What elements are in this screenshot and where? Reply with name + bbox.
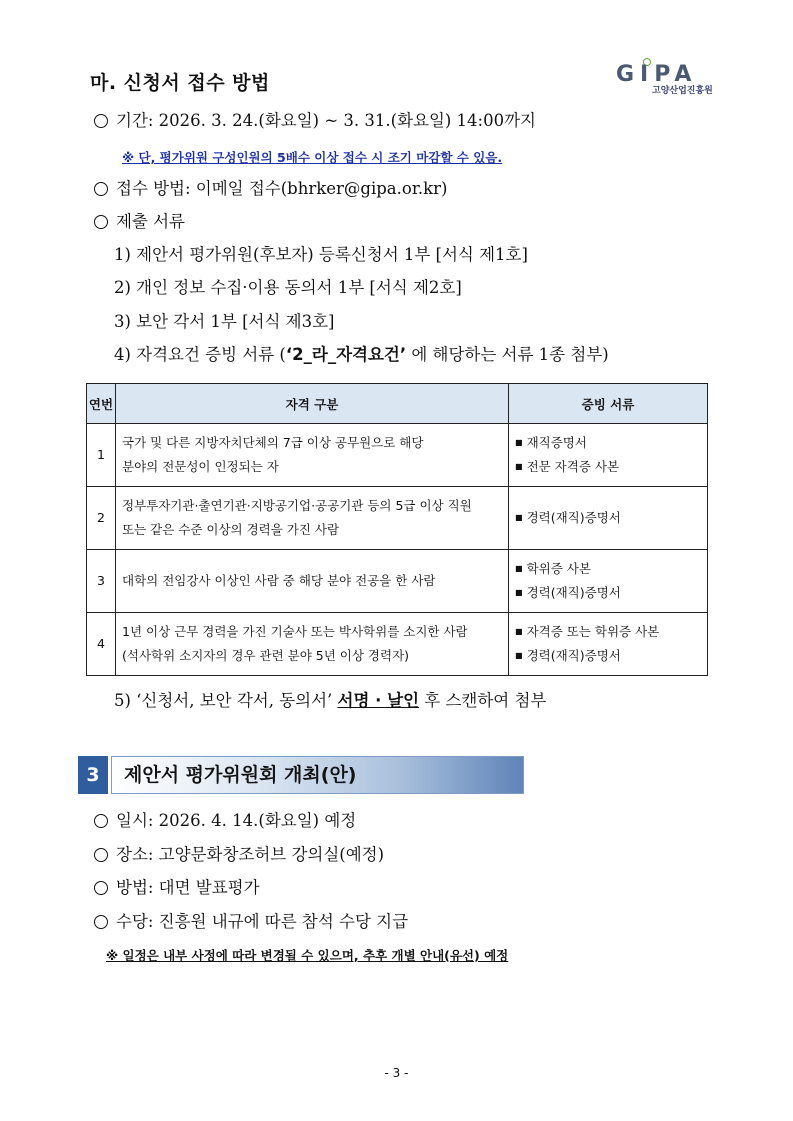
doc-item-1: 1) 제안서 평가위원(후보자) 등록신청서 1부 [서식 제1호] [114, 245, 528, 264]
proof-item: ■ 학위증 사본 [515, 557, 701, 581]
circle-bullet-icon [94, 114, 108, 128]
qualification-line: 국가 및 다른 지방자치단체의 7급 이상 공무원으로 해당 [122, 435, 424, 450]
circle-bullet-icon [94, 182, 108, 196]
proof-item: ■ 경력(재직)증명서 [515, 506, 701, 530]
qualification-line: 대학의 전임강사 이상인 사람 중 해당 분야 전공을 한 사람 [122, 573, 436, 588]
doc-item-4 [114, 344, 609, 366]
proof-item: ■ 경력(재직)증명서 [515, 581, 701, 605]
meeting-method-text: 방법: 대면 발표평가 [116, 878, 260, 897]
row-number: 3 [87, 550, 116, 613]
proof-item: ■ 재직증명서 [515, 431, 701, 455]
row-proof [509, 487, 708, 550]
period-line [94, 110, 536, 132]
gipa-logo [612, 56, 732, 100]
table-header-row [87, 384, 708, 424]
qualification-line: 분야의 전문성이 인정되는 자 [122, 459, 279, 474]
table-row [87, 613, 708, 676]
proof-item: ■ 경력(재직)증명서 [515, 644, 701, 668]
circle-bullet-icon [94, 915, 108, 929]
row-number: 1 [87, 424, 116, 487]
row-qualification [116, 550, 509, 613]
header-qual: 자격 구분 [116, 384, 509, 424]
section3-title: 제안서 평가위원회 개최(안) [124, 764, 357, 786]
header-num: 연번 [87, 384, 116, 424]
row-number: 2 [87, 487, 116, 550]
docs-title-text: 제출 서류 [116, 212, 186, 231]
logo-subtitle: 고양산업진흥원 [652, 86, 713, 96]
proof-item: ■ 전문 자격증 사본 [515, 455, 701, 479]
doc-item-2: 2) 개인 정보 수집·이용 동의서 1부 [서식 제2호] [114, 278, 462, 297]
row-qualification [116, 613, 509, 676]
page-number: - 3 - [384, 1066, 409, 1080]
section-title: 마. 신청서 접수 방법 [90, 72, 270, 94]
meeting-fee-text: 수당: 진흥원 내규에 따른 참석 수당 지급 [116, 912, 409, 931]
row-proof [509, 613, 708, 676]
method-text: 접수 방법: 이메일 접수(bhrker@gipa.or.kr) [116, 179, 448, 198]
row-number: 4 [87, 613, 116, 676]
logo-word: GIPA [616, 62, 698, 87]
table-row [87, 487, 708, 550]
doc-item-3: 3) 보안 각서 1부 [서식 제3호] [114, 312, 335, 331]
proof-item: ■ 자격증 또는 학위증 사본 [515, 620, 701, 644]
meeting-place-text: 장소: 고양문화창조허브 강의실(예정) [116, 845, 385, 864]
qualification-line: (석사학위 소지자의 경우 관련 분야 5년 이상 경력자) [122, 648, 410, 663]
row-qualification [116, 487, 509, 550]
period-text: 기간: 2026. 3. 24.(화요일) ~ 3. 31.(화요일) 14:00까지 [116, 111, 536, 130]
table-row [87, 424, 708, 487]
table-row [87, 550, 708, 613]
docs-title-line [94, 211, 185, 233]
header-proof: 증빙 서류 [509, 384, 708, 424]
section3-banner [78, 756, 524, 794]
doc-item-5 [114, 690, 546, 712]
meeting-method-line [94, 877, 260, 899]
row-proof [509, 550, 708, 613]
period-note: ※ 단, 평가위원 구성인원의 5배수 이상 접수 시 조기 마감할 수 있음. [122, 150, 503, 165]
circle-bullet-icon [94, 215, 108, 229]
section3-number: 3 [78, 756, 108, 794]
circle-bullet-icon [94, 814, 108, 828]
requirements-table [86, 383, 708, 676]
doc4-suffix: 에 해당하는 서류 1종 첨부) [406, 345, 609, 364]
meeting-place-line [94, 844, 384, 866]
doc4-prefix: 4) 자격요건 증빙 서류 ( [114, 345, 286, 364]
circle-bullet-icon [94, 881, 108, 895]
qualification-line: 정부투자기관·출연기관·지방공기업·공공기관 등의 5급 이상 직원 [122, 498, 472, 513]
doc5-prefix: 5) ‘신청서, 보안 각서, 동의서’ [114, 691, 338, 710]
meeting-date-text: 일시: 2026. 4. 14.(화요일) 예정 [116, 811, 357, 830]
row-qualification [116, 424, 509, 487]
schedule-note: ※ 일정은 내부 사정에 따라 변경될 수 있으며, 추후 개별 안내(유선) 예정 [106, 948, 509, 963]
row-proof [509, 424, 708, 487]
doc5-bold: 서명 · 날인 [337, 691, 420, 710]
qualification-line: 또는 같은 수준 이상의 경력을 가진 사람 [122, 522, 340, 537]
method-line [94, 178, 447, 200]
meeting-date-line [94, 810, 356, 832]
qualification-line: 1년 이상 근무 경력을 가진 기술사 또는 박사학위를 소지한 사람 [122, 624, 468, 639]
meeting-fee-line [94, 911, 408, 933]
doc5-suffix: 후 스캔하여 첨부 [419, 691, 547, 710]
doc4-bold: ‘2_라_자격요건’ [285, 345, 407, 364]
circle-bullet-icon [94, 848, 108, 862]
